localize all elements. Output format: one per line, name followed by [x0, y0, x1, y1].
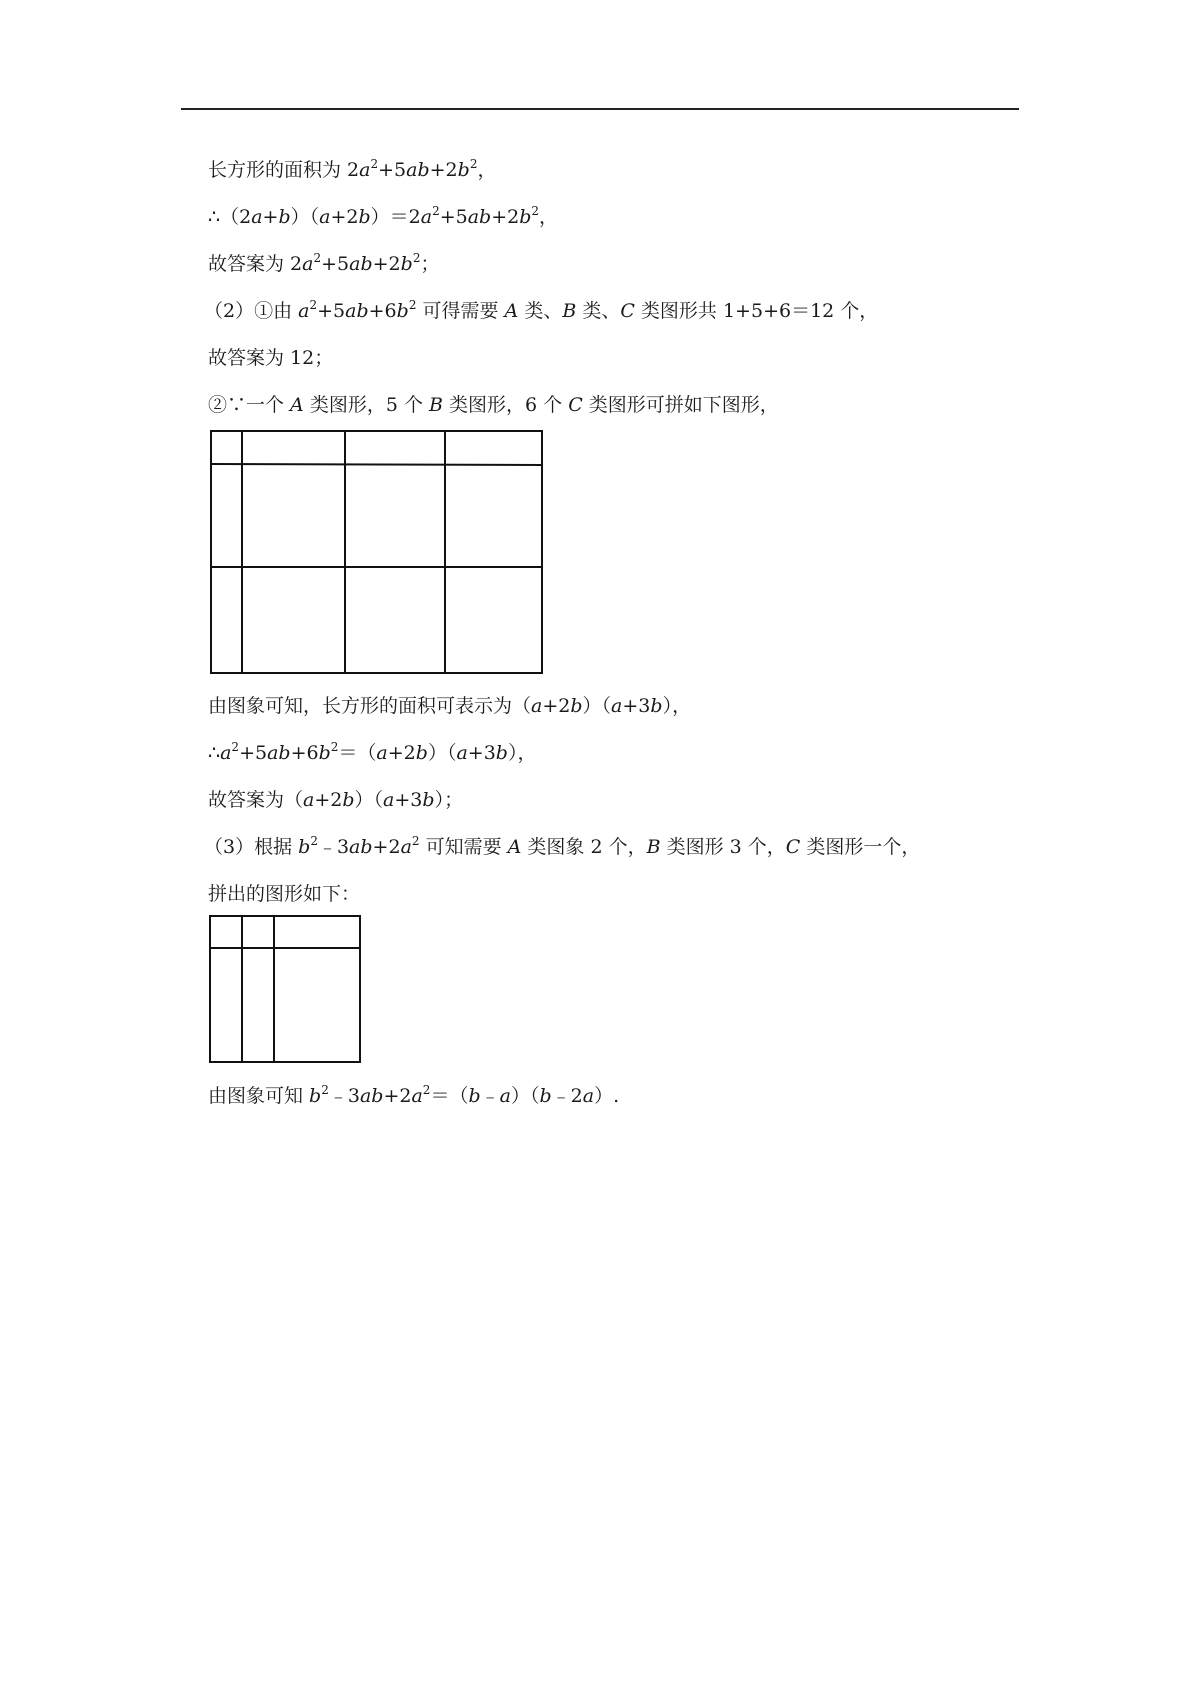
var: a: [499, 1085, 511, 1107]
var: ab: [267, 742, 291, 764]
text: ）（: [582, 695, 612, 717]
var: C: [785, 836, 801, 858]
solution-line-8: [208, 740, 536, 766]
text: 由图象可知，长方形的面积可表示为（: [208, 695, 532, 717]
exponent: 2: [330, 739, 339, 754]
var: B: [429, 394, 443, 416]
var: ab: [467, 206, 492, 228]
text: +5: [317, 300, 346, 322]
text: +2: [372, 253, 401, 275]
text: ②∵一个: [208, 394, 291, 416]
var: a: [411, 1085, 423, 1107]
text: ；: [420, 253, 440, 275]
text: ﹣: [480, 1085, 500, 1107]
var: a: [400, 836, 412, 858]
exponent: 2: [412, 250, 421, 265]
exponent: 2: [309, 297, 318, 312]
exponent: 2: [469, 156, 478, 171]
var: A: [290, 394, 304, 416]
var: b: [422, 789, 435, 811]
text: +3: [467, 742, 496, 764]
text: ，: [539, 206, 559, 228]
text: +5: [378, 159, 407, 181]
text: ）＝2: [370, 206, 421, 228]
var: b: [495, 742, 508, 764]
text: +: [262, 206, 279, 228]
text: ），: [507, 742, 537, 764]
var: a: [319, 206, 331, 228]
var: b: [468, 1085, 481, 1107]
exponent: 2: [231, 739, 240, 754]
var: B: [562, 300, 577, 322]
text: 故答案为 2: [208, 253, 303, 275]
text: ＝（: [338, 742, 377, 764]
text: +2: [491, 206, 520, 228]
var: b: [457, 159, 470, 181]
var: a: [359, 159, 371, 181]
var: b: [400, 253, 413, 275]
var: a: [251, 206, 263, 228]
text: （2）①由: [204, 300, 299, 322]
var: b: [318, 742, 331, 764]
text: ＝（: [430, 1085, 469, 1107]
exponent: 2: [411, 833, 420, 848]
exponent: 2: [432, 203, 440, 218]
var: b: [650, 695, 663, 717]
text: 可得需要: [416, 300, 505, 322]
text: 类、: [518, 300, 563, 322]
text: ）；: [434, 789, 464, 811]
var: ab: [406, 159, 430, 181]
text: 由图象可知: [208, 1085, 310, 1107]
text: 类、: [576, 300, 621, 322]
exponent: 2: [310, 833, 318, 848]
var: a: [420, 206, 433, 228]
text: 故答案为（: [208, 789, 304, 811]
text: +2: [429, 159, 458, 181]
text: 类图形共 1+5+6＝12 个，: [634, 300, 879, 322]
text: ∴（2: [208, 206, 252, 228]
var: A: [507, 836, 522, 858]
text: +2: [330, 206, 359, 228]
exponent: 2: [321, 1082, 329, 1097]
var: b: [342, 789, 355, 811]
text: +2: [387, 742, 416, 764]
text: ）（: [354, 789, 384, 811]
var: ab: [349, 836, 373, 858]
var: a: [302, 253, 314, 275]
text: 类图形可拼如下图形，: [582, 394, 779, 416]
var: a: [531, 695, 543, 717]
exponent: 2: [531, 203, 540, 218]
var: b: [309, 1085, 322, 1107]
solution-line-5: [208, 345, 333, 371]
exponent: 2: [313, 250, 322, 265]
solution-line-6: [208, 392, 779, 418]
solution-line-12: [208, 1083, 619, 1109]
text: ）（: [510, 1085, 540, 1107]
text: 可知需要: [419, 836, 508, 858]
solution-line-2: [208, 204, 558, 230]
var: b: [358, 206, 371, 228]
text: ∴: [208, 742, 221, 764]
text: +5: [439, 206, 468, 228]
solution-line-4: [204, 298, 878, 324]
solution-line-1: [208, 157, 496, 183]
var: a: [611, 695, 623, 717]
text: ﹣3: [317, 836, 350, 858]
var: b: [570, 695, 583, 717]
rectangle-figure-2: [208, 914, 364, 1066]
var: a: [298, 300, 310, 322]
text: 类图形一个，: [800, 836, 921, 858]
var: a: [456, 742, 468, 764]
var: ab: [349, 253, 373, 275]
var: b: [278, 206, 291, 228]
text: 拼出的图形如下：: [208, 883, 361, 905]
solution-line-7: [208, 693, 691, 719]
text: 类图形，5 个: [303, 394, 429, 416]
var: b: [298, 836, 311, 858]
text: 类图象 2 个，: [521, 836, 647, 858]
text: ）（: [427, 742, 457, 764]
solution-line-3: [208, 251, 439, 277]
text: +2: [542, 695, 571, 717]
var: b: [539, 1085, 552, 1107]
var: a: [220, 742, 232, 764]
text: ﹣3: [328, 1085, 360, 1107]
var: B: [646, 836, 661, 858]
text: +6: [290, 742, 319, 764]
var: b: [519, 206, 532, 228]
var: a: [376, 742, 388, 764]
text: +3: [394, 789, 423, 811]
text: +6: [368, 300, 397, 322]
exponent: 2: [422, 1082, 431, 1097]
text: ﹣2: [551, 1085, 583, 1107]
text: +5: [321, 253, 350, 275]
var: a: [383, 789, 395, 811]
text: （3）根据: [204, 836, 299, 858]
var: ab: [345, 300, 369, 322]
text: ），: [662, 695, 692, 717]
solution-line-9: [208, 787, 463, 813]
exponent: 2: [408, 297, 417, 312]
rectangle-figure-1: [209, 428, 545, 678]
text: ）（: [290, 206, 320, 228]
text: 类图形，6 个: [442, 394, 569, 416]
var: A: [504, 300, 519, 322]
var: b: [396, 300, 409, 322]
text: +2: [372, 836, 401, 858]
var: b: [415, 742, 428, 764]
var: a: [582, 1085, 595, 1107]
text: 故答案为 12；: [208, 347, 334, 369]
text: ，: [477, 159, 497, 181]
var: C: [620, 300, 635, 322]
solution-line-11: [208, 881, 360, 907]
text: 类图形 3 个，: [660, 836, 786, 858]
var: C: [568, 394, 583, 416]
exponent: 2: [370, 156, 379, 171]
text: +3: [622, 695, 651, 717]
solution-line-10: [204, 834, 920, 860]
var: ab: [359, 1085, 384, 1107]
text: +2: [314, 789, 343, 811]
var: a: [303, 789, 315, 811]
text: ）.: [594, 1085, 620, 1107]
text: 长方形的面积为 2: [208, 159, 360, 181]
header-rule: [181, 108, 1019, 110]
text: +5: [239, 742, 268, 764]
text: +2: [383, 1085, 412, 1107]
